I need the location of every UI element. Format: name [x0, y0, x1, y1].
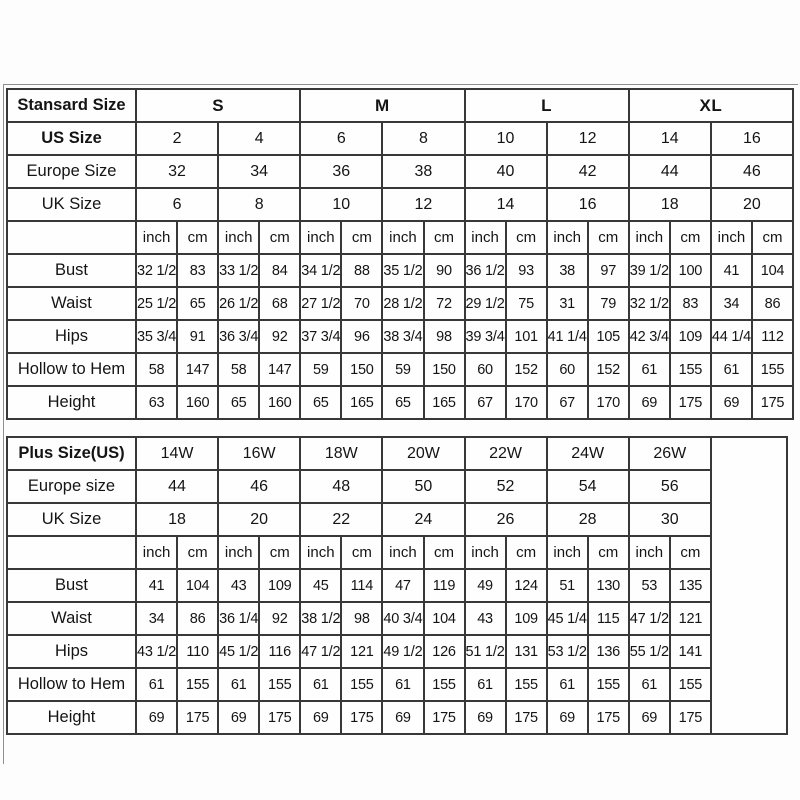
size-value-cell: 4 [218, 122, 300, 155]
size-row [7, 122, 793, 155]
measurement-cell: 83 [177, 254, 218, 287]
measurement-cell: 155 [341, 668, 382, 701]
corner-label: Plus Size(US) [7, 437, 136, 470]
measurement-cell: 136 [588, 635, 629, 668]
measurement-cell: 37 3/4 [300, 320, 341, 353]
measurement-cell: 131 [506, 635, 547, 668]
size-value-cell: 14 [465, 188, 547, 221]
measurement-cell: 47 1/2 [300, 635, 341, 668]
measurement-cell: 170 [506, 386, 547, 419]
unit-cell: inch [629, 221, 670, 254]
size-row [7, 503, 787, 536]
measurement-cell: 36 1/2 [465, 254, 506, 287]
measurement-cell: 59 [382, 353, 423, 386]
measurement-cell: 175 [259, 701, 300, 734]
size-value-cell: 46 [711, 155, 793, 188]
row-label: Europe Size [7, 155, 136, 188]
size-value-cell: 52 [465, 470, 547, 503]
size-group-cell: S [136, 89, 300, 122]
measurement-cell: 69 [629, 701, 670, 734]
measurement-cell: 175 [670, 386, 711, 419]
size-value-cell: 46 [218, 470, 300, 503]
measurement-cell: 130 [588, 569, 629, 602]
measurement-cell: 96 [341, 320, 382, 353]
measurement-cell: 67 [465, 386, 506, 419]
measurement-cell: 141 [670, 635, 711, 668]
measurement-cell: 160 [177, 386, 218, 419]
size-value-cell: 54 [547, 470, 629, 503]
measurement-cell: 165 [341, 386, 382, 419]
measurement-cell: 79 [588, 287, 629, 320]
measurement-cell: 41 [136, 569, 177, 602]
measurement-cell: 88 [341, 254, 382, 287]
measurement-row [7, 320, 793, 353]
unit-cell: cm [259, 536, 300, 569]
size-value-cell: 44 [629, 155, 711, 188]
measurement-cell: 104 [424, 602, 465, 635]
header-row [7, 89, 793, 122]
measurement-cell: 29 1/2 [465, 287, 506, 320]
measurement-cell: 104 [752, 254, 793, 287]
measurement-cell: 36 1/4 [218, 602, 259, 635]
unit-cell: cm [588, 536, 629, 569]
size-row [7, 188, 793, 221]
measurement-cell: 98 [424, 320, 465, 353]
measurement-cell: 58 [136, 353, 177, 386]
measurement-cell: 61 [300, 668, 341, 701]
measurement-cell: 34 [711, 287, 752, 320]
measurement-cell: 69 [382, 701, 423, 734]
unit-cell: inch [300, 536, 341, 569]
empty-cell [711, 437, 787, 734]
measurement-cell: 155 [670, 353, 711, 386]
unit-cell: inch [136, 536, 177, 569]
measurement-cell: 45 [300, 569, 341, 602]
measurement-cell: 86 [752, 287, 793, 320]
size-value-cell: 12 [382, 188, 464, 221]
measurement-cell: 69 [218, 701, 259, 734]
measurement-row [7, 353, 793, 386]
unit-cell: inch [711, 221, 752, 254]
size-value-cell: 18 [629, 188, 711, 221]
measurement-cell: 91 [177, 320, 218, 353]
size-value-cell: 56 [629, 470, 711, 503]
row-label: Hips [7, 635, 136, 668]
unit-cell: inch [218, 221, 259, 254]
measurement-cell: 61 [711, 353, 752, 386]
unit-cell: inch [382, 536, 423, 569]
row-label: Waist [7, 287, 136, 320]
measurement-cell: 175 [177, 701, 218, 734]
measurement-row [7, 668, 787, 701]
unit-cell: cm [670, 536, 711, 569]
measurement-cell: 63 [136, 386, 177, 419]
measurement-cell: 100 [670, 254, 711, 287]
size-group-cell: 18W [300, 437, 382, 470]
row-label: Bust [7, 569, 136, 602]
measurement-cell: 34 [136, 602, 177, 635]
unit-cell: cm [588, 221, 629, 254]
unit-cell: inch [465, 221, 506, 254]
measurement-row [7, 602, 787, 635]
measurement-cell: 83 [670, 287, 711, 320]
unit-cell: cm [506, 536, 547, 569]
size-value-cell: 6 [136, 188, 218, 221]
measurement-cell: 43 1/2 [136, 635, 177, 668]
row-label: Hips [7, 320, 136, 353]
unit-cell: cm [259, 221, 300, 254]
measurement-cell: 67 [547, 386, 588, 419]
measurement-cell: 28 1/2 [382, 287, 423, 320]
measurement-cell: 84 [259, 254, 300, 287]
measurement-cell: 65 [177, 287, 218, 320]
measurement-cell: 45 1/4 [547, 602, 588, 635]
size-group-cell: 14W [136, 437, 218, 470]
size-value-cell: 42 [547, 155, 629, 188]
row-label: Waist [7, 602, 136, 635]
measurement-cell: 121 [341, 635, 382, 668]
measurement-cell: 38 [547, 254, 588, 287]
measurement-cell: 55 1/2 [629, 635, 670, 668]
measurement-cell: 49 1/2 [382, 635, 423, 668]
measurement-cell: 90 [424, 254, 465, 287]
unit-row-blank-label [7, 536, 136, 569]
size-value-cell: 44 [136, 470, 218, 503]
measurement-cell: 155 [588, 668, 629, 701]
plus-size-table [6, 436, 788, 735]
size-value-cell: 34 [218, 155, 300, 188]
size-value-cell: 50 [382, 470, 464, 503]
unit-cell: cm [506, 221, 547, 254]
measurement-row [7, 635, 787, 668]
row-label: UK Size [7, 188, 136, 221]
size-value-cell: 26 [465, 503, 547, 536]
measurement-cell: 47 [382, 569, 423, 602]
unit-cell: inch [136, 221, 177, 254]
measurement-cell: 92 [259, 320, 300, 353]
measurement-cell: 38 3/4 [382, 320, 423, 353]
measurement-cell: 105 [588, 320, 629, 353]
measurement-cell: 150 [341, 353, 382, 386]
measurement-cell: 39 1/2 [629, 254, 670, 287]
corner-label: Stansard Size [7, 89, 136, 122]
measurement-cell: 35 3/4 [136, 320, 177, 353]
unit-row [7, 221, 793, 254]
size-value-cell: 16 [711, 122, 793, 155]
measurement-cell: 32 1/2 [629, 287, 670, 320]
row-label: US Size [7, 122, 136, 155]
measurement-cell: 175 [670, 701, 711, 734]
row-label: Height [7, 701, 136, 734]
size-value-cell: 40 [465, 155, 547, 188]
measurement-cell: 58 [218, 353, 259, 386]
unit-cell: cm [424, 221, 465, 254]
row-label: Hollow to Hem [7, 353, 136, 386]
measurement-cell: 53 1/2 [547, 635, 588, 668]
row-label: Bust [7, 254, 136, 287]
measurement-cell: 121 [670, 602, 711, 635]
measurement-cell: 61 [382, 668, 423, 701]
measurement-cell: 175 [424, 701, 465, 734]
size-value-cell: 22 [300, 503, 382, 536]
size-value-cell: 48 [300, 470, 382, 503]
unit-cell: inch [547, 536, 588, 569]
size-value-cell: 20 [218, 503, 300, 536]
measurement-cell: 41 [711, 254, 752, 287]
row-label: Hollow to Hem [7, 668, 136, 701]
unit-cell: inch [218, 536, 259, 569]
measurement-cell: 26 1/2 [218, 287, 259, 320]
unit-cell: cm [424, 536, 465, 569]
measurement-cell: 69 [465, 701, 506, 734]
measurement-cell: 69 [300, 701, 341, 734]
size-value-cell: 20 [711, 188, 793, 221]
measurement-cell: 34 1/2 [300, 254, 341, 287]
size-value-cell: 6 [300, 122, 382, 155]
measurement-cell: 65 [382, 386, 423, 419]
measurement-cell: 32 1/2 [136, 254, 177, 287]
measurement-row [7, 254, 793, 287]
unit-cell: cm [177, 221, 218, 254]
measurement-cell: 147 [177, 353, 218, 386]
measurement-cell: 61 [629, 668, 670, 701]
measurement-cell: 150 [424, 353, 465, 386]
header-row [7, 437, 787, 470]
unit-cell: inch [547, 221, 588, 254]
measurement-cell: 135 [670, 569, 711, 602]
measurement-cell: 155 [259, 668, 300, 701]
measurement-cell: 152 [506, 353, 547, 386]
size-value-cell: 2 [136, 122, 218, 155]
measurement-cell: 42 3/4 [629, 320, 670, 353]
measurement-cell: 39 3/4 [465, 320, 506, 353]
unit-cell: cm [341, 221, 382, 254]
measurement-cell: 155 [506, 668, 547, 701]
unit-cell: cm [752, 221, 793, 254]
measurement-cell: 152 [588, 353, 629, 386]
measurement-cell: 61 [218, 668, 259, 701]
measurement-cell: 155 [177, 668, 218, 701]
measurement-cell: 175 [588, 701, 629, 734]
measurement-row [7, 569, 787, 602]
size-row [7, 470, 787, 503]
size-value-cell: 14 [629, 122, 711, 155]
measurement-cell: 36 3/4 [218, 320, 259, 353]
size-value-cell: 18 [136, 503, 218, 536]
size-value-cell: 12 [547, 122, 629, 155]
size-row [7, 155, 793, 188]
measurement-cell: 175 [341, 701, 382, 734]
measurement-cell: 147 [259, 353, 300, 386]
unit-cell: inch [382, 221, 423, 254]
measurement-cell: 60 [547, 353, 588, 386]
unit-cell: cm [177, 536, 218, 569]
measurement-cell: 61 [465, 668, 506, 701]
size-group-cell: XL [629, 89, 793, 122]
measurement-cell: 104 [177, 569, 218, 602]
size-group-cell: L [465, 89, 629, 122]
measurement-cell: 101 [506, 320, 547, 353]
measurement-cell: 69 [547, 701, 588, 734]
measurement-cell: 109 [506, 602, 547, 635]
measurement-cell: 65 [218, 386, 259, 419]
measurement-cell: 69 [629, 386, 670, 419]
measurement-cell: 112 [752, 320, 793, 353]
size-value-cell: 16 [547, 188, 629, 221]
row-label: Europe size [7, 470, 136, 503]
measurement-cell: 41 1/4 [547, 320, 588, 353]
size-value-cell: 8 [382, 122, 464, 155]
measurement-cell: 119 [424, 569, 465, 602]
size-value-cell: 36 [300, 155, 382, 188]
measurement-cell: 126 [424, 635, 465, 668]
size-value-cell: 28 [547, 503, 629, 536]
unit-row [7, 536, 787, 569]
measurement-cell: 31 [547, 287, 588, 320]
size-value-cell: 10 [465, 122, 547, 155]
measurement-cell: 93 [506, 254, 547, 287]
size-group-cell: M [300, 89, 464, 122]
measurement-cell: 38 1/2 [300, 602, 341, 635]
measurement-cell: 27 1/2 [300, 287, 341, 320]
measurement-cell: 45 1/2 [218, 635, 259, 668]
size-group-cell: 26W [629, 437, 711, 470]
row-label: Height [7, 386, 136, 419]
measurement-cell: 160 [259, 386, 300, 419]
measurement-cell: 69 [711, 386, 752, 419]
measurement-cell: 69 [136, 701, 177, 734]
measurement-cell: 124 [506, 569, 547, 602]
measurement-cell: 109 [259, 569, 300, 602]
measurement-cell: 115 [588, 602, 629, 635]
plus-size-tbody [7, 437, 787, 734]
measurement-cell: 49 [465, 569, 506, 602]
standard-size-table [6, 88, 794, 420]
measurement-cell: 51 1/2 [465, 635, 506, 668]
measurement-cell: 53 [629, 569, 670, 602]
measurement-cell: 116 [259, 635, 300, 668]
measurement-cell: 175 [752, 386, 793, 419]
measurement-cell: 43 [218, 569, 259, 602]
size-value-cell: 10 [300, 188, 382, 221]
measurement-cell: 61 [136, 668, 177, 701]
measurement-cell: 68 [259, 287, 300, 320]
size-group-cell: 22W [465, 437, 547, 470]
size-value-cell: 24 [382, 503, 464, 536]
measurement-cell: 44 1/4 [711, 320, 752, 353]
measurement-cell: 109 [670, 320, 711, 353]
measurement-cell: 175 [506, 701, 547, 734]
measurement-row [7, 386, 793, 419]
measurement-cell: 114 [341, 569, 382, 602]
measurement-cell: 61 [547, 668, 588, 701]
measurement-cell: 155 [670, 668, 711, 701]
measurement-row [7, 287, 793, 320]
size-group-cell: 24W [547, 437, 629, 470]
measurement-cell: 43 [465, 602, 506, 635]
measurement-cell: 110 [177, 635, 218, 668]
measurement-cell: 86 [177, 602, 218, 635]
size-value-cell: 38 [382, 155, 464, 188]
unit-cell: cm [670, 221, 711, 254]
measurement-cell: 75 [506, 287, 547, 320]
measurement-cell: 165 [424, 386, 465, 419]
unit-cell: cm [341, 536, 382, 569]
row-label: UK Size [7, 503, 136, 536]
size-value-cell: 30 [629, 503, 711, 536]
size-group-cell: 20W [382, 437, 464, 470]
measurement-cell: 35 1/2 [382, 254, 423, 287]
unit-cell: inch [629, 536, 670, 569]
unit-row-blank-label [7, 221, 136, 254]
measurement-cell: 98 [341, 602, 382, 635]
measurement-cell: 65 [300, 386, 341, 419]
measurement-cell: 47 1/2 [629, 602, 670, 635]
standard-size-tbody [7, 89, 793, 419]
measurement-cell: 40 3/4 [382, 602, 423, 635]
size-value-cell: 32 [136, 155, 218, 188]
measurement-row [7, 701, 787, 734]
measurement-cell: 155 [424, 668, 465, 701]
measurement-cell: 59 [300, 353, 341, 386]
measurement-cell: 155 [752, 353, 793, 386]
unit-cell: inch [465, 536, 506, 569]
measurement-cell: 72 [424, 287, 465, 320]
measurement-cell: 33 1/2 [218, 254, 259, 287]
unit-cell: inch [300, 221, 341, 254]
size-group-cell: 16W [218, 437, 300, 470]
measurement-cell: 51 [547, 569, 588, 602]
measurement-cell: 70 [341, 287, 382, 320]
measurement-cell: 60 [465, 353, 506, 386]
size-value-cell: 8 [218, 188, 300, 221]
measurement-cell: 170 [588, 386, 629, 419]
measurement-cell: 92 [259, 602, 300, 635]
measurement-cell: 61 [629, 353, 670, 386]
measurement-cell: 25 1/2 [136, 287, 177, 320]
measurement-cell: 97 [588, 254, 629, 287]
